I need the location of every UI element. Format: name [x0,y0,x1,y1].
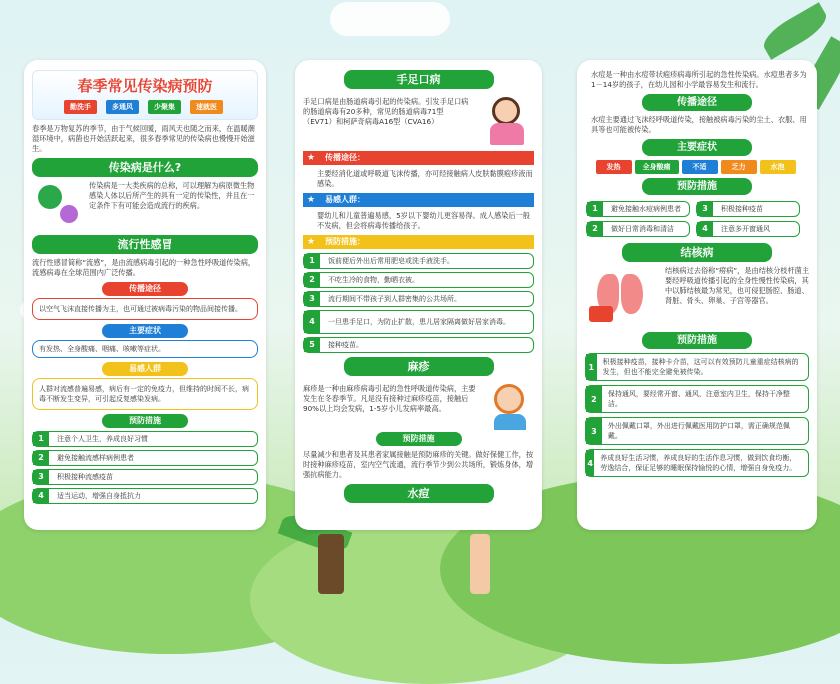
route-text: 主要经消化道或呼吸道飞沫传播，亦可经接触病人皮肤黏膜疱疹液而感染。 [317,169,533,188]
symptom-tag: 乏力 [721,160,757,174]
prevention-item: 3 积极接种疫苗 [696,201,800,217]
prevention-item: 4 养成良好生活习惯，养成良好的生活作息习惯，做到饮食均衡，劳逸结合，保证足够的睡眠保持愉悦的心情，增强自身免疫力。 [585,449,809,477]
definition-text: 传染病是一大类疾病的总称，可以理解为病原微生物感染人体以后所产生的具有一定的传染性，并且在一定条件下有可能会造成流行的疾病。 [89,181,255,210]
virus-illustration [32,181,87,231]
section-heading: 手足口病 [344,70,494,89]
prevention-item: 2 做好日常消毒和清洁 [586,221,690,237]
measles-text: 麻疹是一种由麻疹病毒引起的急性呼吸道传染病，主要发生在冬春季节。凡是没有接种过麻疹疫苗，接触后90%以上均会发病，1-5岁小儿发病率最高。 [303,384,476,413]
figure-legs-illustration [470,534,490,594]
symptom-tag: 全身酸痛 [635,160,679,174]
route-text: 以空气飞沫直接传播为主，也可通过被病毒污染的物品间接传播。 [32,298,258,320]
tag-label: 速就医 [190,100,223,114]
section-heading: 水痘 [344,484,494,503]
hfmd-intro: 手足口病是由肠道病毒引起的传染病。引发手足口病的肠道病毒有20多种，常见的肠道病毒71型（EV71）和柯萨奇病毒A16型（CVA16） [303,97,469,126]
section-heading: 结核病 [622,243,772,262]
prevention-item: 2 不吃生冷的食物，勤晒衣被。 [303,272,534,288]
section-heading: 流行性感冒 [32,235,258,254]
prevention-item: 3 外出佩戴口罩，外出进行佩戴医用防护口罩，需正确规范佩戴。 [585,417,809,445]
prevention-heading: 预防措施 [102,414,188,428]
tag-label: 少聚集 [148,100,181,114]
chickenpox-intro: 水痘是一种由水痘带状疱疹病毒所引起的急性传染病。水痘患者多为1－14岁的孩子，在幼儿园和小学最容易发生和流行。 [591,70,807,89]
section-heading: 预防措施 [642,178,752,195]
panel-left [24,60,266,530]
symptom-heading: 主要症状 [102,324,188,338]
tag-label: 多通风 [106,100,139,114]
section-heading: 预防措施 [642,332,752,349]
symptom-tag: 水泡 [760,160,796,174]
risk-bar: ★ 易感人群： [303,193,534,207]
prevention-item: 1 注意个人卫生，养成良好习惯 [32,431,258,447]
tag-label: 勤洗手 [64,100,97,114]
risk-text: 人群对流感普遍易感，病后有一定的免疫力，但维持的时间不长，病毒不断发生变异，可引起反复感染发病。 [32,378,258,410]
prevention-item: 5 接种疫苗。 [303,337,534,353]
symptom-tags [577,160,817,174]
symptom-tag: 不适 [682,160,718,174]
prevention-item: 3 积极接种流感疫苗 [32,469,258,485]
risk-heading: 易感人群 [102,362,188,376]
prevention-item: 4 一旦患手足口，为防止扩散，患儿居家隔离做好居家消毒。 [303,310,534,334]
section-heading: 传播途径 [642,94,752,111]
leaf-decoration [758,2,832,60]
symptom-tag: 发热 [596,160,632,174]
lung-illustration [585,266,655,328]
section-heading: 传染病是什么? [32,158,258,177]
prevention-item: 4 注意多开窗通风 [696,221,800,237]
prevention-item: 3 流行期间不带孩子到人群密集的公共场所。 [303,291,534,307]
intro-text: 春季是万物复苏的季节，由于气候回暖，雨风天也随之而来，在温暖潮湿环境中，病菌也开始活跃起来，很多春季常见的传染病也慢慢开始滋生。 [32,124,255,153]
figure-legs-illustration [318,534,344,594]
section-heading: 主要症状 [642,139,752,156]
route-bar: ★ 传播途径： [303,151,534,165]
panel-middle [295,60,542,530]
route-heading: 传播途径 [102,282,188,296]
prevention-bar: ★ 预防措施： [303,235,534,249]
child-illustration [480,93,534,147]
measles-prevention-text: 尽量减少和患者及其患者家属接触是预防麻疹的关键。做好保健工作，按时接种麻疹疫苗，室内空气流通，流行季节少到公共场所，锻炼身体，增强抗病能力。 [303,450,534,479]
prevention-item: 2 保持通风，要经常开窗、通风，注意室内卫生，保持干净整洁。 [585,385,809,413]
measles-prevention-heading: 预防措施 [376,432,462,446]
prevention-item: 1 饭前便后外出后常用肥皂或洗手液洗手。 [303,253,534,269]
prevention-item: 1 积极接种疫苗，接种卡介苗，这可以有效预防儿童重症结核病的发生，但也不能完全避免被传染。 [585,353,809,381]
page-title: 春季常见传染病预防 [77,77,213,95]
prevention-item: 4 适当运动，增强自身抵抗力 [32,488,258,504]
route-text: 水痘主要通过飞沫经呼吸道传染，接触被病毒污染的尘土、衣服、用具等也可能被传染。 [591,115,807,134]
title-banner [32,70,258,120]
symptom-text: 有发热、全身酸痛、咽痛、咳嗽等症状。 [32,340,258,358]
flu-text: 流行性感冒简称“流感”，是由流感病毒引起的一种急性呼吸道传染病，流感病毒在全球范围内广泛传播。 [32,258,256,277]
section-heading: 麻疹 [344,357,494,376]
risk-text: 婴幼儿和儿童普遍易感，5岁以下婴幼儿更容易得。成人感染后一般不发病，但会将病毒传播给孩子。 [317,211,531,230]
tb-text: 结核病过去俗称“痨病”，是由结核分枝杆菌主要经呼吸道传播引起的全身性慢性传染病，其中以肺结核最为常见，也可侵犯肠腔、肠道、肾脏、骨头、卵巢、子宫等器官。 [665,266,810,305]
prevention-item: 2 避免接触流感样病例患者 [32,450,258,466]
cloud-decoration [330,2,450,36]
child-illustration [486,380,534,430]
prevention-item: 1 避免接触水痘病例患者 [586,201,690,217]
panel-right [577,60,817,530]
